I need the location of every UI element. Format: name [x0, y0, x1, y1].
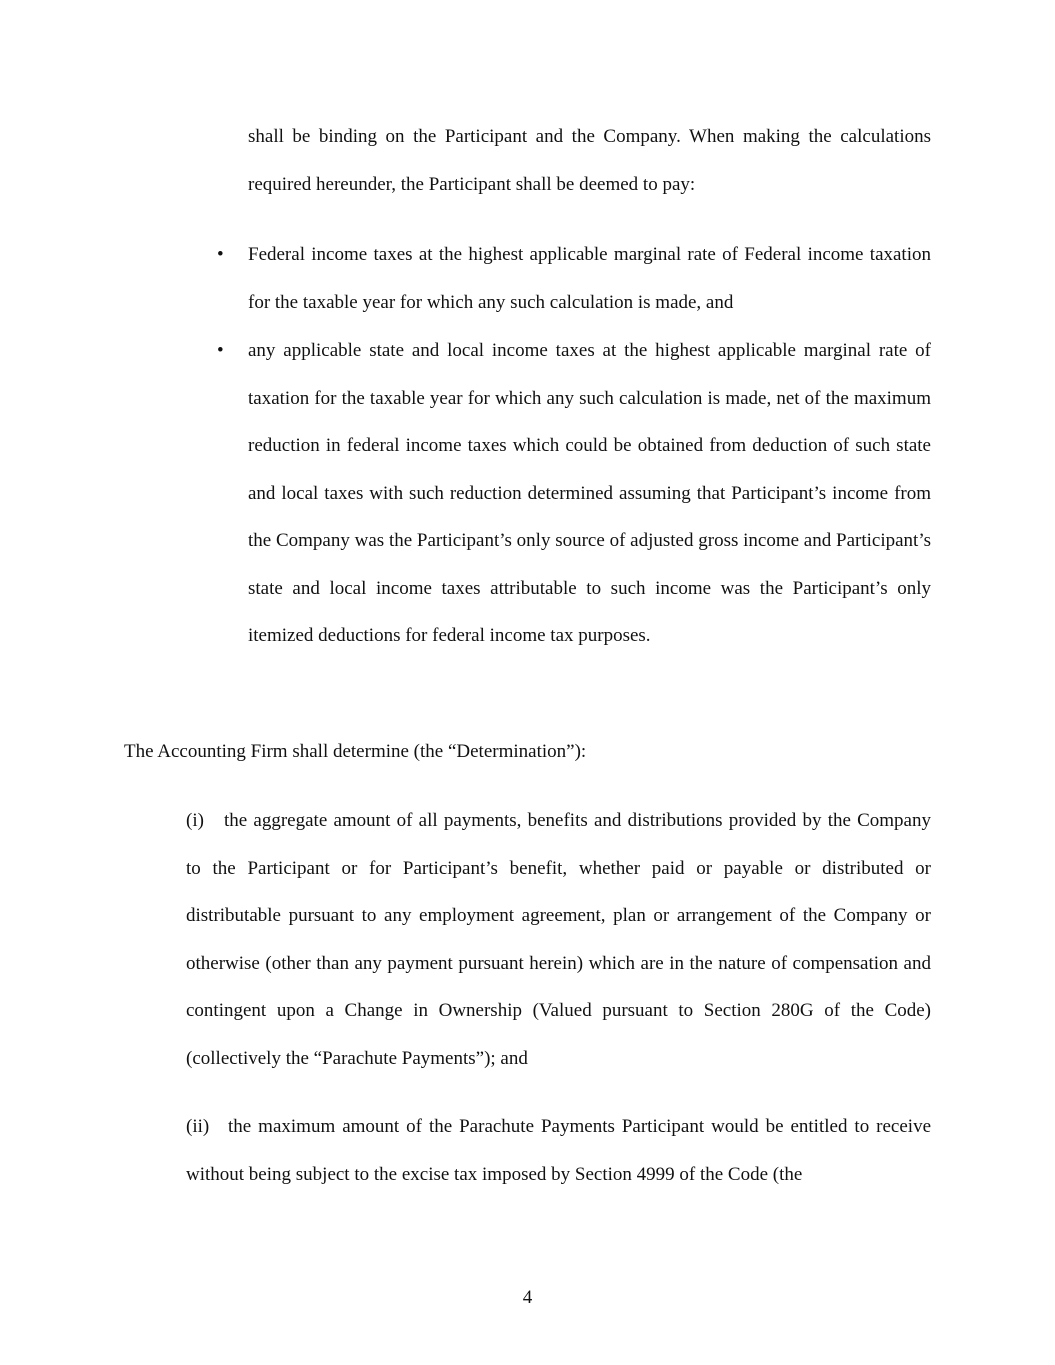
lead-paragraph: shall be binding on the Participant and the Company. When making the calculations required hereunder, the Participant shall be deemed to pay: — [248, 126, 931, 195]
clause-text: the maximum amount of the Parachute Payments Participant would be entitled to receive without being subject to the excise tax imposed by Section 4999 of the Code (the — [186, 1116, 931, 1185]
bullet-symbol: • — [217, 244, 224, 265]
clause-text: the aggregate amount of all payments, benefits and distributions provided by the Company to the Participant or for Participant’s benefit, whether paid or payable or distributed or distributable pursuant to any employment agreement, plan or arrangement of the Company or otherwise (other than any payment pursuant herein) which are in the nature of compensation and contingent upon a Change in Ownership (Valued pursuant to Section 280G of the Code) (collectively the “Parachute Payments”); and — [186, 810, 931, 1069]
bullet-state-local-taxes: any applicable state and local income taxes at the highest applicable marginal rate of taxation for the taxable year for which any such calculation is made, net of the maximum reduction in federal income taxes which could be obtained from deduction of such state and local taxes with such reduction determined assuming that Participant’s income from the Company was the Participant’s only source of adjusted gross income and Participant’s state and local income taxes attributable to such income was the Participant’s only itemized deductions for federal income tax purposes. — [248, 340, 931, 646]
clause-label: (ii) — [186, 1116, 210, 1137]
clause-i — [186, 797, 931, 1082]
bullet-federal-taxes: Federal income taxes at the highest applicable marginal rate of Federal income taxation for the taxable year for which any such calculation is made, and — [248, 244, 931, 313]
clause-ii — [186, 1103, 931, 1198]
determination-intro: The Accounting Firm shall determine (the “Determination”): — [124, 741, 587, 762]
clause-label: (i) — [186, 810, 204, 831]
bullet-symbol: • — [217, 340, 224, 361]
page-number: 4 — [522, 1287, 533, 1308]
